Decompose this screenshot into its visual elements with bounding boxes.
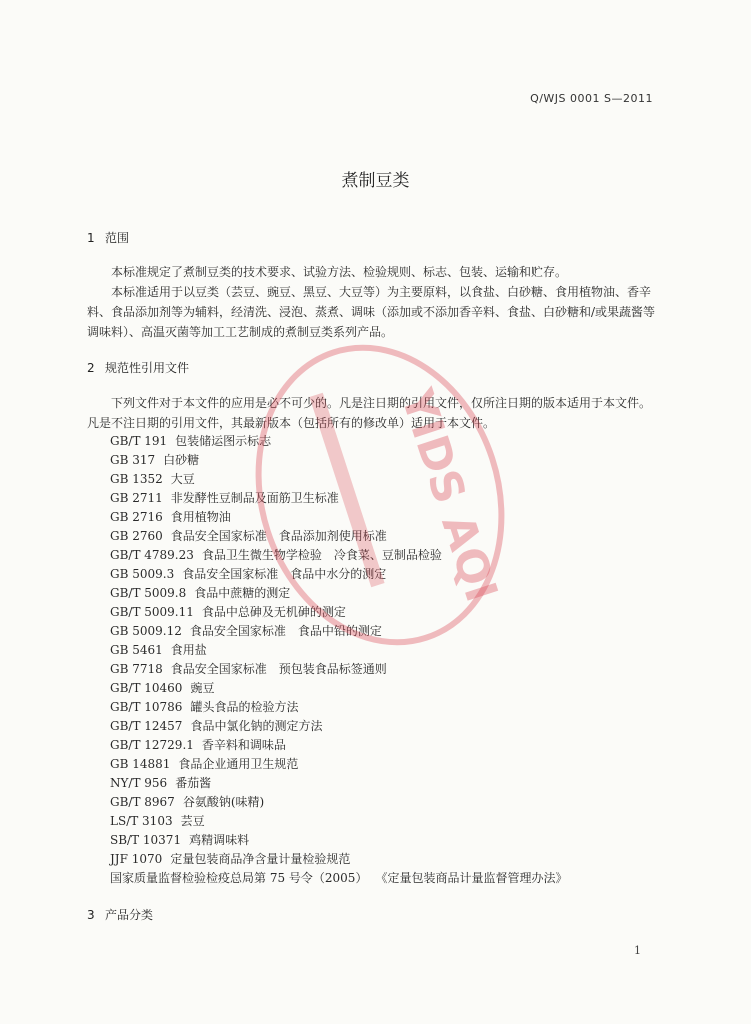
reference-item: NY/T 956 番茄酱: [110, 776, 212, 790]
reference-item: GB 5461 食用盐: [110, 643, 207, 657]
reference-item: LS/T 3103 芸豆: [110, 814, 205, 828]
scope-paragraph-2: 本标准适用于以豆类（芸豆、豌豆、黑豆、大豆等）为主要原料，以食盐、白砂糖、食用植物油、香辛料、食品添加剂等为辅料，经清洗、浸泡、蒸煮、调味（添加或不添加香辛料、食盐、白砂糖和/或果蔬酱等调味料）、高温灭菌等加工工艺制成的煮制豆类系列产品。: [87, 285, 656, 339]
section-number: 1: [87, 231, 95, 245]
section-title: 范围: [105, 231, 130, 245]
reference-item: GB 1352 大豆: [110, 472, 195, 486]
reference-item: GB/T 10460 豌豆: [110, 681, 215, 695]
section-title: 规范性引用文件: [105, 361, 190, 375]
reference-item: GB/T 4789.23 食品卫生微生物学检验 冷食菜、豆制品检验: [110, 548, 442, 562]
section-number: 3: [87, 908, 95, 922]
reference-item: GB/T 191 包装储运图示标志: [110, 434, 272, 448]
scope-paragraph-1: 本标准规定了煮制豆类的技术要求、试验方法、检验规则、标志、包装、运输和贮存。: [111, 265, 568, 279]
reference-item: JJF 1070 定量包装商品净含量计量检验规范: [110, 852, 351, 866]
reference-item: GB 7718 食品安全国家标准 预包装食品标签通则: [110, 662, 387, 676]
reference-item: 国家质量监督检验检疫总局第 75 号令（2005） 《定量包装商品计量监督管理办法》: [110, 871, 568, 885]
reference-item: GB 2711 非发酵性豆制品及面筋卫生标准: [110, 491, 339, 505]
reference-item: GB 5009.3 食品安全国家标准 食品中水分的测定: [110, 567, 387, 581]
reference-item: SB/T 10371 鸡精调味料: [110, 833, 250, 847]
reference-item: GB/T 10786 罐头食品的检验方法: [110, 700, 299, 714]
reference-list: [110, 432, 567, 888]
references-intro: 下列文件对于本文件的应用是必不可少的。凡是注日期的引用文件，仅所注日期的版本适用于本文件。凡是不注日期的引用文件，其最新版本（包括所有的修改单）适用于本文件。: [87, 396, 652, 430]
reference-item: GB 2716 食用植物油: [110, 510, 231, 524]
reference-item: GB/T 8967 谷氨酸钠(味精): [110, 795, 265, 809]
section-heading-references: [87, 359, 189, 376]
reference-item: GB 2760 食品安全国家标准 食品添加剂使用标准: [110, 529, 387, 543]
section-heading-scope: [87, 229, 129, 246]
reference-item: GB/T 5009.8 食品中蔗糖的测定: [110, 586, 291, 600]
reference-item: GB/T 12457 食品中氯化钠的测定方法: [110, 719, 323, 733]
reference-item: GB/T 12729.1 香辛料和调味品: [110, 738, 286, 752]
reference-item: GB 317 白砂糖: [110, 453, 200, 467]
reference-item: GB 5009.12 食品安全国家标准 食品中铅的测定: [110, 624, 382, 638]
section-title: 产品分类: [105, 908, 154, 922]
page-title: 煮制豆类: [341, 171, 410, 191]
document-code: Q/WJS 0001 S—2011: [530, 92, 653, 105]
page-number: 1: [634, 944, 641, 957]
reference-item: GB/T 5009.11 食品中总砷及无机砷的测定: [110, 605, 346, 619]
section-number: 2: [87, 361, 95, 375]
section-heading-classification: [87, 906, 153, 923]
reference-item: GB 14881 食品企业通用卫生规范: [110, 757, 299, 771]
stamp-text: YIDS AQI: [390, 383, 507, 608]
